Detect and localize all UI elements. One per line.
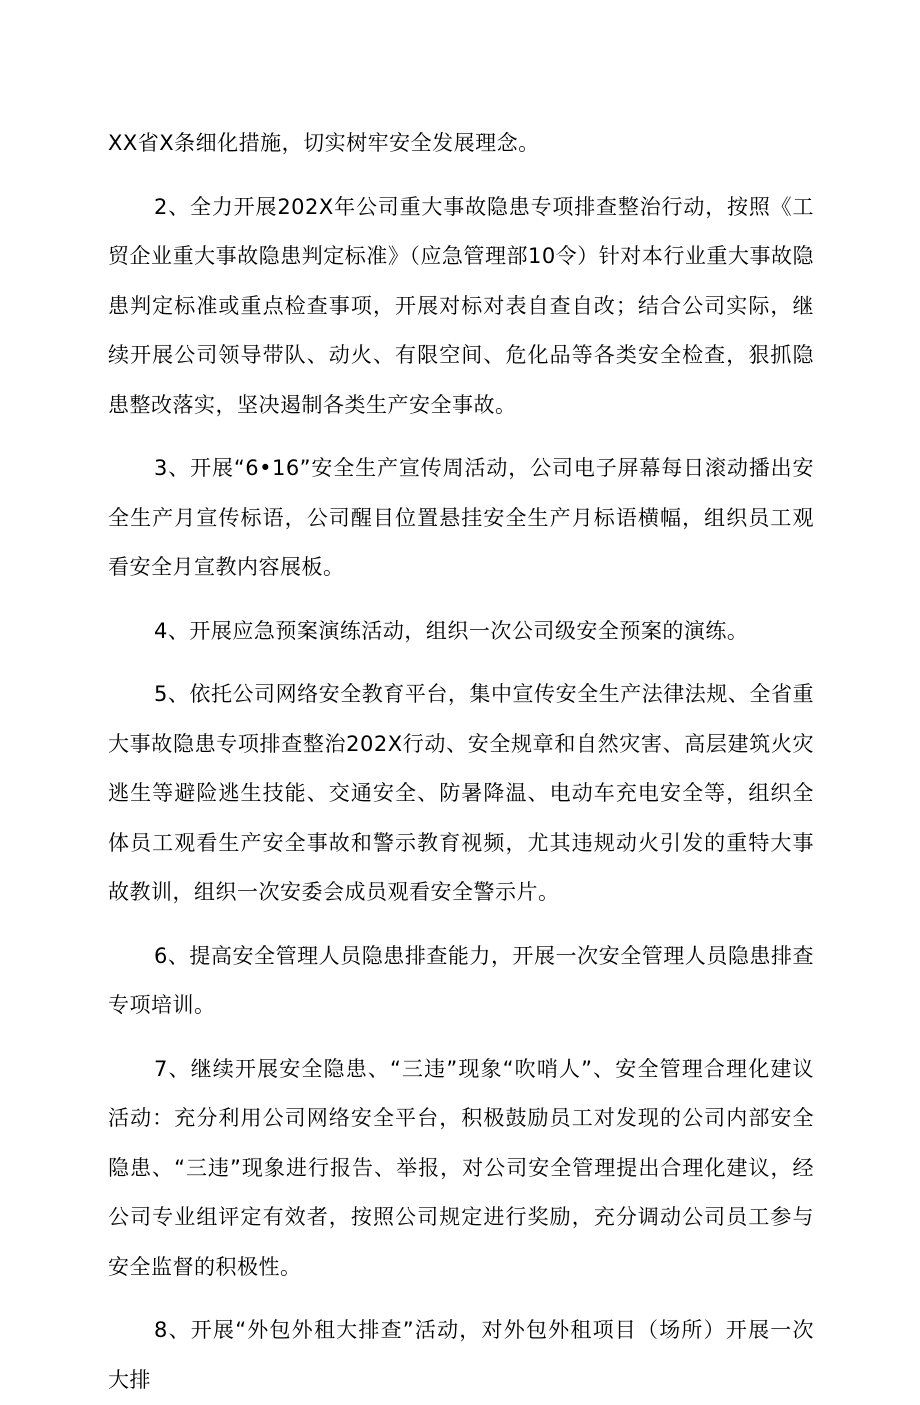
paragraph-3: 3、开展“6•16”安全生产宣传周活动，公司电子屏幕每日滚动播出安全生产月宣传标语，公司醒目位置悬挂安全生产月标语横幅，组织员工观看安全月宣教内容展板。 [108, 456, 814, 579]
document-page [108, 119, 814, 1405]
paragraph-5: 5、依托公司网络安全教育平台，集中宣传安全生产法律法规、全省重大事故隐患专项排查整治202X行动、安全规章和自然灾害、高层建筑火灾逃生等避险逃生技能、交通安全、防暑降温、电动车充电安全等，组织全体员工观看生产安全事故和警示教育视频，尤其违规动火引发的重特大事故教训，组织一次安委会成员观看安全警示片。 [108, 682, 814, 904]
paragraph-7: 7、继续开展安全隐患、“三违”现象“吹哨人”、安全管理合理化建议活动：充分利用公司网络安全平台，积极鼓励员工对发现的公司内部安全隐患、“三违”现象进行报告、举报，对公司安全管理提出合理化建议，经公司专业组评定有效者，按照公司规定进行奖励，充分调动公司员工参与安全监督的积极性。 [108, 1056, 814, 1279]
paragraph-8: 8、开展“外包外租大排查”活动，对外包外租项目（场所）开展一次大排 [108, 1318, 814, 1392]
paragraph-6: 6、提高安全管理人员隐患排查能力，开展一次安全管理人员隐患排查专项培训。 [108, 943, 814, 1017]
paragraph-1: XX省X条细化措施，切实树牢安全发展理念。 [108, 131, 540, 155]
paragraph-4: 4、开展应急预案演练活动，组织一次公司级安全预案的演练。 [154, 618, 749, 643]
paragraph-2: 2、全力开展202X年公司重大事故隐患专项排查整治行动，按照《工贸企业重大事故隐患判定标准》（应急管理部10令）针对本行业重大事故隐患判定标准或重点检查事项，开展对标对表自查自改；结合公司实际，继续开展公司领导带队、动火、有限空间、危化品等各类安全检查，狠抓隐患整改落实，坚决遏制各类生产安全事故。 [108, 194, 814, 417]
